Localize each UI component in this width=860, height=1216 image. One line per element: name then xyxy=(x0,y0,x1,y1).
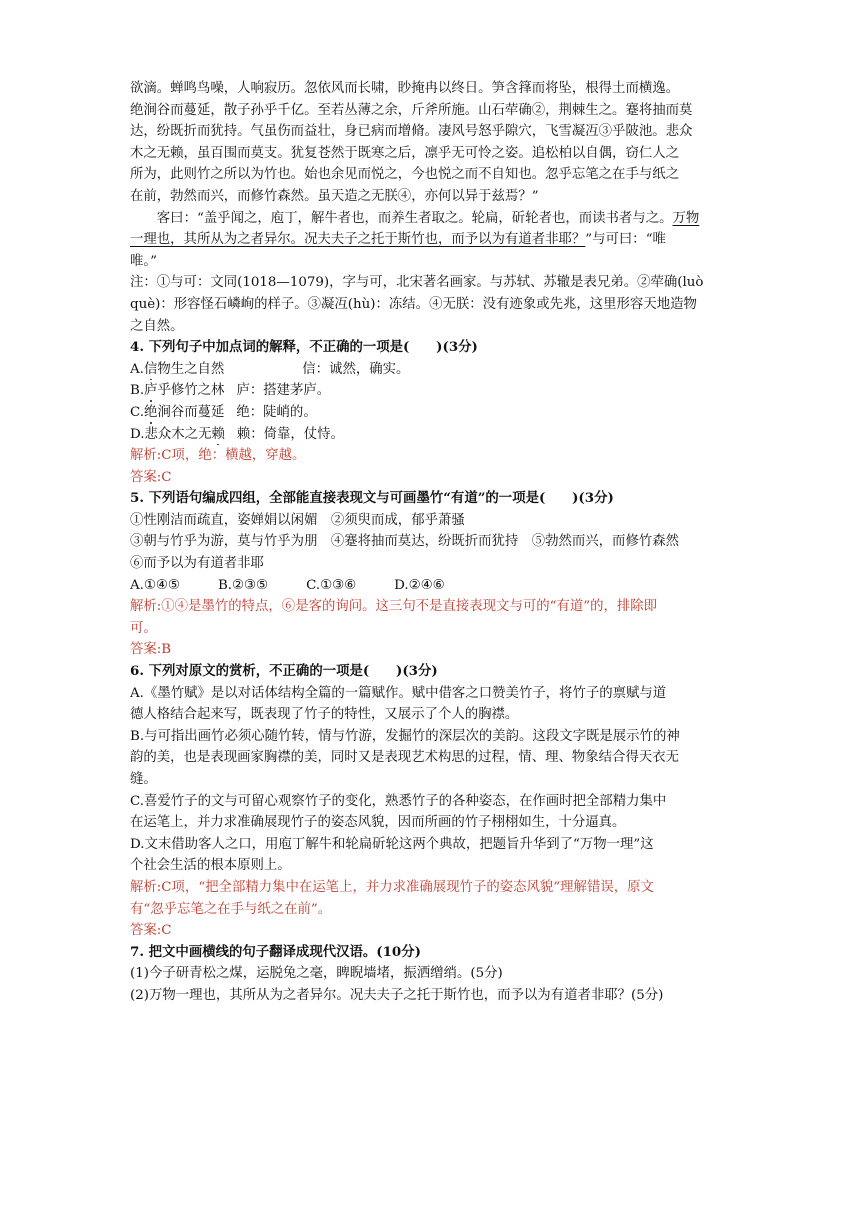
question-title: 4. 下列句子中加点词的解释，不正确的一项是( )(3分) xyxy=(130,339,478,356)
ke-text: 客曰：“盖乎闻之，庖丁，解牛者也，而养生者取之。轮扁，斫轮者也，而读书者与之。 xyxy=(156,210,673,226)
question-4 xyxy=(130,337,732,488)
dotted-word: 赖 xyxy=(211,426,225,442)
statement-line: ①性刚洁而疏直，姿婵娟以闲媚 ②须臾而成，郁乎萧骚 xyxy=(130,512,465,528)
option-gloss: 庐：搭建茅庐。 xyxy=(236,383,331,399)
option-line: 韵的美，也是表现画家胸襟的美，同时又是表现艺术构思的过程，情、理、物象结合得天衣无 xyxy=(130,750,680,766)
question-7 xyxy=(130,942,732,1007)
notes xyxy=(130,272,732,337)
underlined-sentence: 万物 xyxy=(672,210,700,226)
option-line: A.《墨竹赋》是以对话体结构全篇的一篇赋作。赋中借客之口赞美竹子，将竹子的禀赋与道 xyxy=(130,685,667,701)
analysis: 解析:C项，“把全部精力集中在运笔上，并力求准确展现竹子的姿态风貌”理解错误，原文 xyxy=(130,879,654,895)
answer: 答案:B xyxy=(130,642,172,658)
choice-a: A.①④⑤ xyxy=(130,577,180,593)
analysis: 解析:C项，绝：横越，穿越。 xyxy=(130,448,306,464)
passage-line: 所为，此则竹之所以为竹也。始也余见而悦之，今也悦之而不自知也。忽乎忘笔之在手与纸之 xyxy=(130,167,680,183)
option-line: 缝。 xyxy=(130,772,157,787)
analysis: 有“忽乎忘笔之在手与纸之在前”。 xyxy=(130,901,332,917)
passage-line: 木之无赖，虽百围而莫支。犹复苍然于既寒之后，凛乎无可怜之姿。追松柏以自偶，窃仁人之 xyxy=(130,145,680,161)
dotted-word: 信 xyxy=(143,361,158,377)
passage-line: 达，纷既折而犹持。气虽伤而益壮，身已病而增脩。凄风号怒乎隙穴，飞雪凝冱③乎陂池。悲众 xyxy=(130,124,693,140)
option-gloss: 赖：倚靠，仗恃。 xyxy=(236,426,344,442)
passage xyxy=(130,78,732,208)
question-title: 7. 把文中画横线的句子翻译成现代汉语。(10分) xyxy=(130,943,421,960)
translation-item: (2)万物一理也，其所从为之者异尔。况夫夫子之托于斯竹也，而予以为有道者非耶？(5分) xyxy=(130,987,664,1003)
choice-d: D.②④⑥ xyxy=(394,577,445,593)
analysis: 可。 xyxy=(130,620,157,636)
ke-line xyxy=(130,229,732,251)
dotted-word: 庐 xyxy=(144,383,158,399)
question-title: 6. 下列对原文的赏析，不正确的一项是( )(3分) xyxy=(130,663,438,680)
option-d xyxy=(130,424,732,446)
option-line: C.喜爱竹子的文与可留心观察竹子的变化，熟悉竹子的各种姿态，在作画时把全部精力集中 xyxy=(130,793,667,809)
statement-line: ⑥而予以为有道者非耶 xyxy=(130,556,264,572)
choice-b: B.②③⑤ xyxy=(217,577,269,593)
option-gloss: 绝：陡峭的。 xyxy=(236,404,317,420)
answer: 答案:C xyxy=(130,469,172,485)
note-line: què)：形容怪石嶙峋的样子。③凝冱(hù)：冻结。④无朕：没有迹象或先兆，这里形容天地造物 xyxy=(130,296,697,312)
passage-line: 绝涧谷而蔓延，散子孙乎千亿。至若丛薄之余，斤斧所施。山石荦确②，荆棘生之。蹇将抽而莫 xyxy=(130,102,693,118)
option-label: D. xyxy=(130,426,145,442)
option-a xyxy=(130,359,732,381)
ke-text: ”与可曰：“唯 xyxy=(585,232,666,248)
option-label: C. xyxy=(130,404,145,420)
option-line: D.文末借助客人之口，用庖丁解牛和轮扁斫轮这两个典故，把题旨升华到了“万物一理”这 xyxy=(130,836,654,852)
option-gloss: 信：诚然，确实。 xyxy=(302,361,410,377)
choice-c: C.①③⑥ xyxy=(306,577,357,593)
note-line: 注：①与可：文同(1018—1079)，字与可，北宋著名画家。与苏轼、苏辙是表兄弟。②荦确(luò xyxy=(130,275,704,291)
translation-item: (1)今子研青松之煤，运脱兔之毫，睥睨墙堵，振洒缯绡。(5分) xyxy=(130,966,503,982)
note-line: 之自然。 xyxy=(130,318,184,334)
question-5 xyxy=(130,488,732,661)
ke-line xyxy=(130,208,732,230)
question-6 xyxy=(130,661,732,942)
dotted-word: 绝 xyxy=(144,404,158,420)
analysis: 解析:①④是墨竹的特点，⑥是客的询问。这三句不是直接表现文与可的“有道”的，排除即 xyxy=(130,599,658,615)
option-text: 涧谷而蔓延 xyxy=(157,404,225,420)
ke-line: 唯。” xyxy=(130,253,157,269)
passage-line: 欲滴。蝉鸣鸟噪，人响寂历。忽依风而长啸，眇掩冉以终日。笋含箨而将坠，根得土而横逸。 xyxy=(130,81,680,96)
statement-line: ③朝与竹乎为游，莫与竹乎为朋 ④蹇将抽而莫达，纷既折而犹持 ⑤勃然而兴，而修竹森然 xyxy=(130,534,680,550)
choices xyxy=(130,575,732,597)
option-label: A. xyxy=(130,361,144,377)
option-text: 物生之自然 xyxy=(157,361,225,377)
underlined-sentence: 一理也，其所从为之者异尔。况夫夫子之托于斯竹也，而予以为有道者非耶？ xyxy=(130,232,586,248)
document-page xyxy=(130,78,732,1007)
answer: 答案:C xyxy=(130,923,172,939)
option-line: B.与可指出画竹必须心随竹转，情与竹游，发掘竹的深层次的美韵。这段文字既是展示竹的神 xyxy=(130,728,680,744)
option-text: 乎修竹之林 xyxy=(157,383,225,399)
option-c xyxy=(130,402,732,424)
question-title: 5. 下列语句编成四组，全部能直接表现文与可画墨竹“有道”的一项是( )(3分) xyxy=(130,490,614,507)
option-b xyxy=(130,380,732,402)
option-line: 在运笔上，并力求准确展现竹子的姿态风貌，因而所画的竹子栩栩如生，十分逼真。 xyxy=(130,815,626,831)
passage-line: 在前，勃然而兴，而修竹森然。虽天造之无朕④，亦何以异于兹焉？” xyxy=(130,188,539,204)
option-line: 德人格结合起来写，既表现了竹子的特性，又展示了个人的胸襟。 xyxy=(130,707,519,723)
option-label: B. xyxy=(130,383,145,399)
option-line: 个社会生活的根本原则上。 xyxy=(130,858,291,874)
option-text: 悲众木之无 xyxy=(144,426,212,442)
